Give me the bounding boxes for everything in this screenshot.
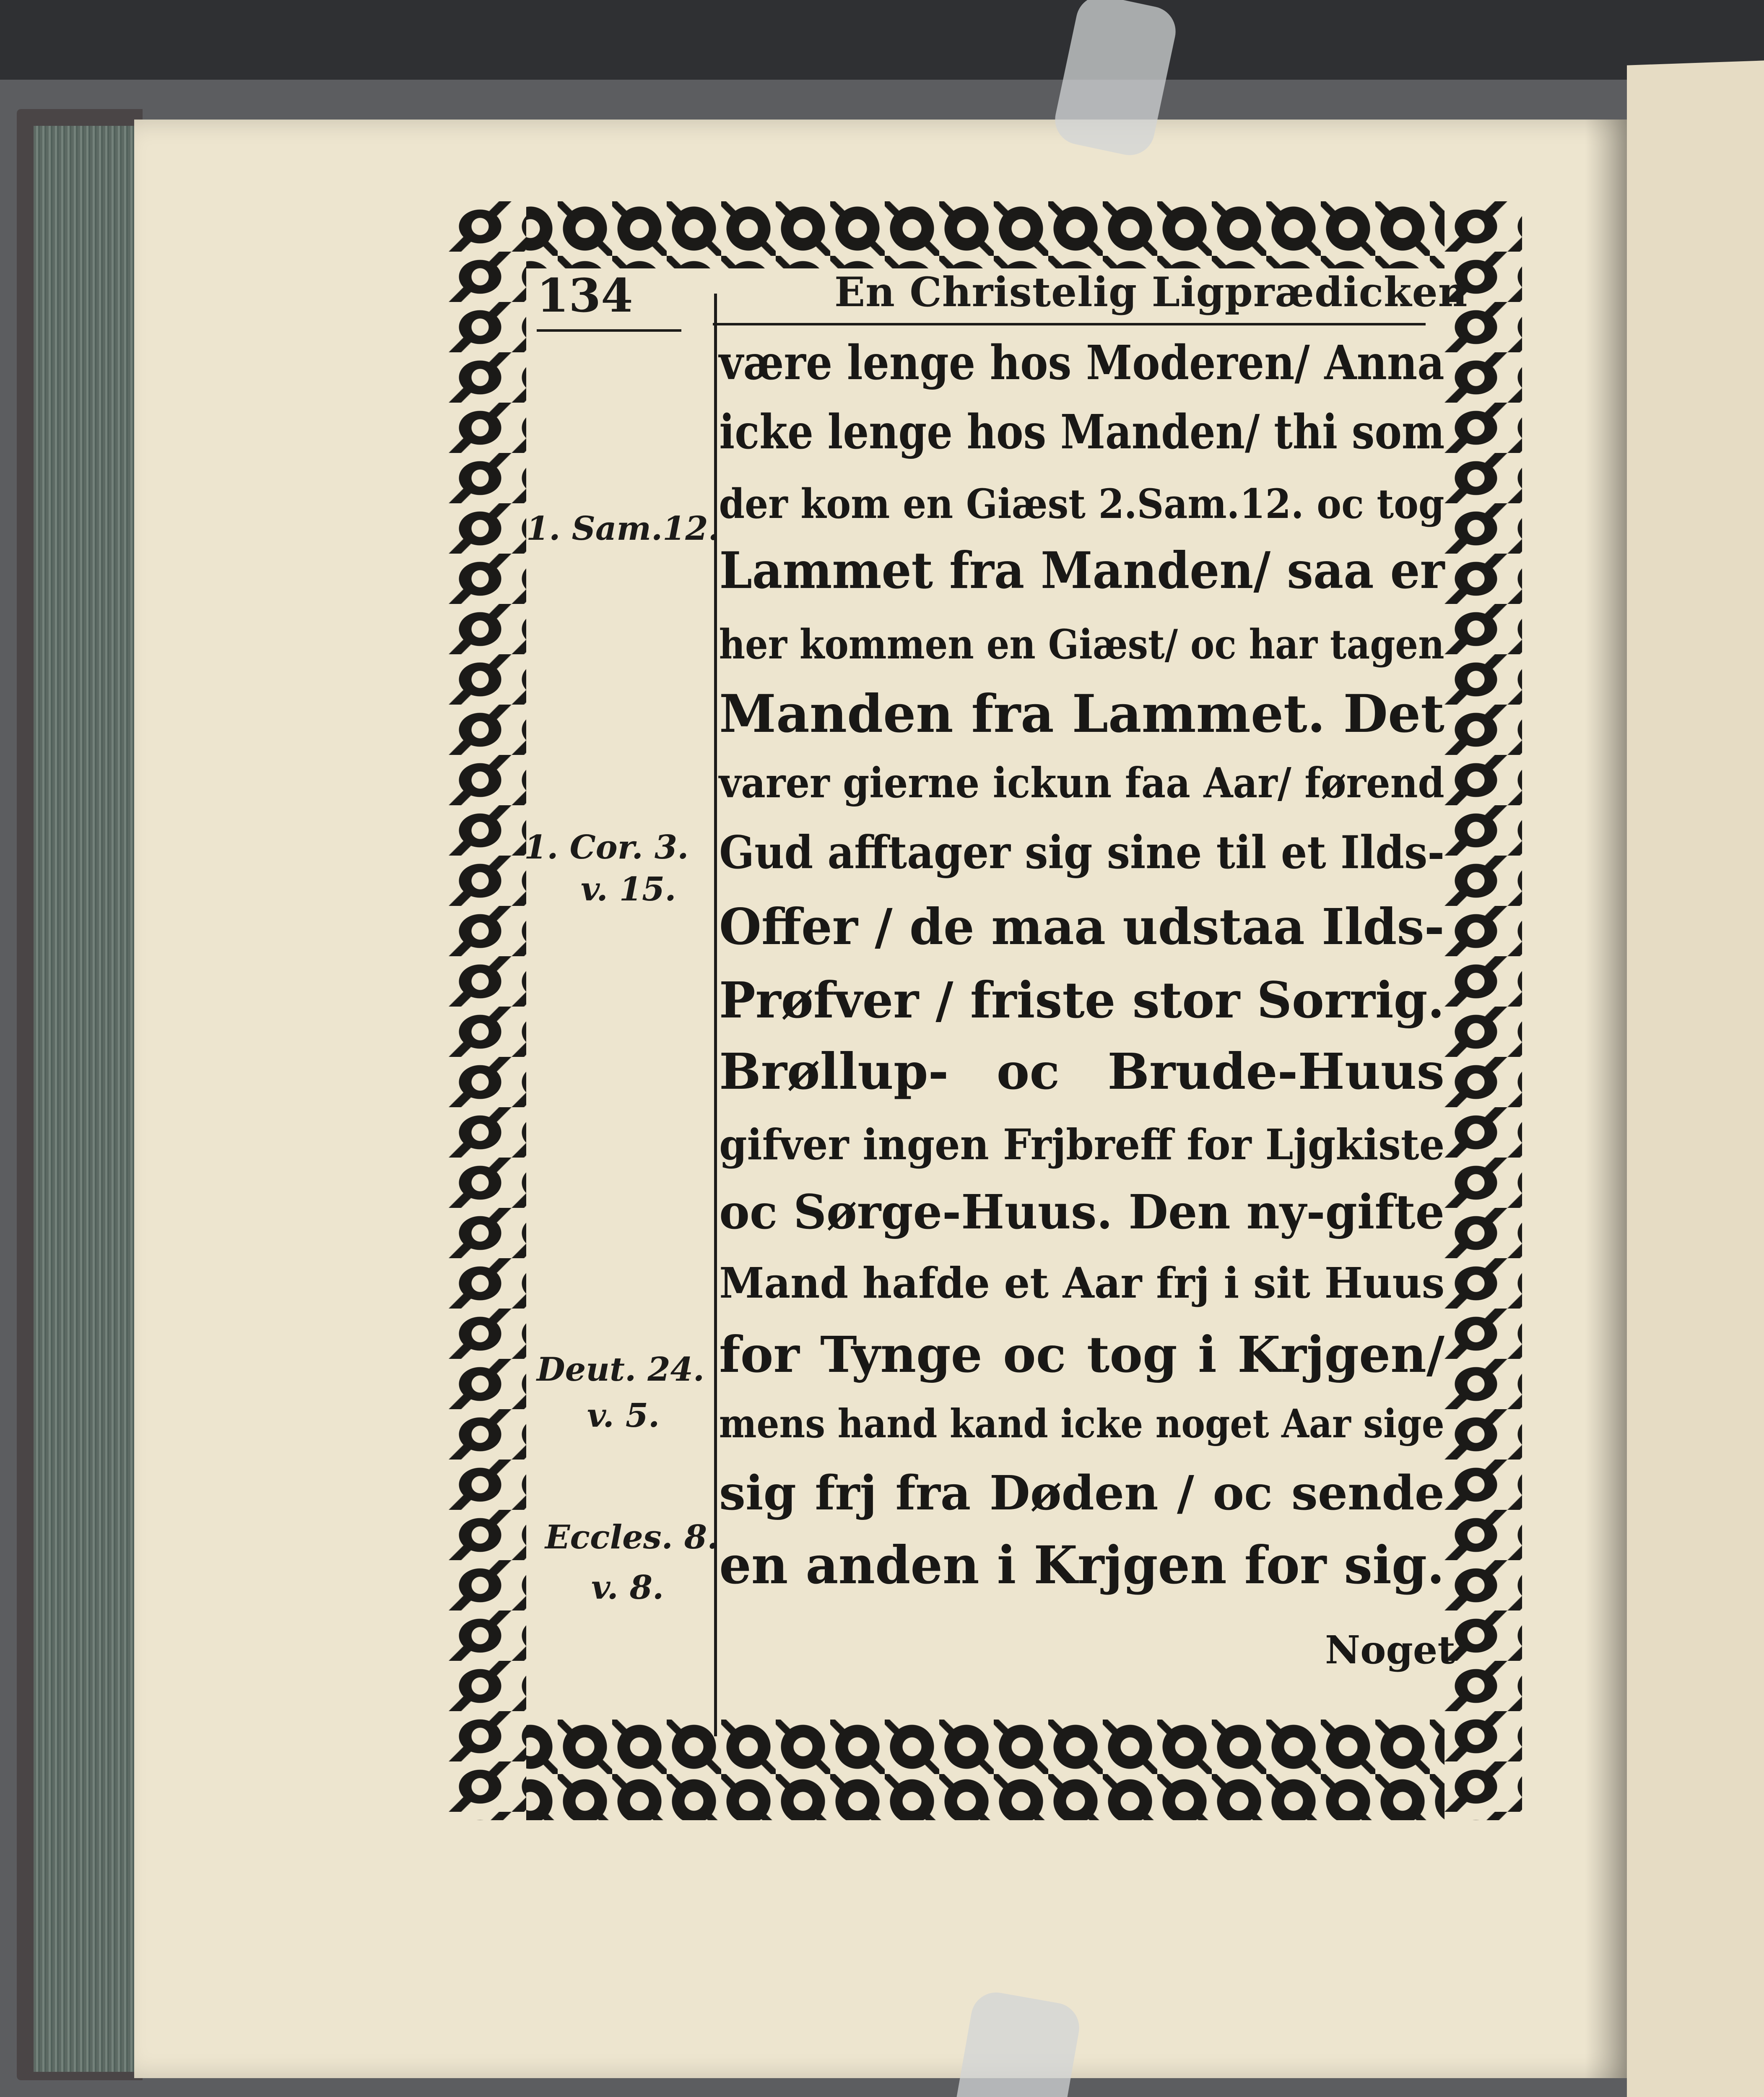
text-line: Mand hafde et Aar frj i sit Huus (719, 1258, 1444, 1308)
margin-note: Deut. 24. (537, 1350, 705, 1389)
text-line: icke lenge hos Manden/ thi som (719, 405, 1444, 460)
text-line: gifver ingen Frjbreff for Ljgkiste (719, 1120, 1444, 1169)
text-line: Brøllup- oc Brude-Huus (719, 1042, 1444, 1101)
page-number: 134 (537, 268, 633, 323)
page-edges (34, 126, 138, 2072)
text-line: her kommen en Giæst/ oc har tagen (719, 621, 1444, 668)
margin-note: Eccles. 8. (545, 1518, 719, 1556)
margin-note: v. 15. (581, 870, 676, 908)
text-line: Manden fra Lammet. Det (719, 684, 1444, 744)
text-line: for Tynge oc tog i Krjgen/ (719, 1325, 1444, 1384)
text-line: Prøfver / friste stor Sorrig. (719, 971, 1444, 1029)
text-line: varer gierne ickun faa Aar/ førend (719, 759, 1444, 807)
text-line: Gud afftager sig sine til et Ilds- (719, 826, 1444, 879)
margin-note: v. 5. (587, 1397, 660, 1435)
catchword: Noget (1325, 1627, 1455, 1673)
text-line: Lammet fra Manden/ saa er (719, 541, 1444, 600)
text-line: der kom en Giæst 2.Sam.12. oc tog (719, 480, 1444, 528)
header-rule (713, 323, 1426, 325)
ornament-border-left (449, 201, 526, 1820)
running-head: En Christelig Ligprædicken (834, 268, 1468, 316)
margin-note: 1. Cor. 3. (524, 828, 689, 866)
text-line: mens hand kand icke noget Aar sige (719, 1401, 1444, 1447)
text-line: være lenge hos Moderen/ Anna (719, 336, 1444, 390)
ornament-border-right (1444, 201, 1522, 1820)
ornament-border-top (449, 201, 1522, 268)
right-page-fragment (1627, 60, 1764, 2097)
margin-note: 1. Sam.12. (526, 510, 720, 548)
header-rule (537, 329, 681, 332)
text-line: oc Sørge-Huus. Den ny-gifte (719, 1185, 1444, 1240)
ornament-border-bottom (449, 1720, 1522, 1820)
text-line: sig frj fra Døden / oc sende (719, 1466, 1444, 1521)
text-line: en anden i Krjgen for sig. (719, 1535, 1444, 1596)
margin-note: v. 8. (591, 1569, 664, 1607)
text-line: Offer / de maa udstaa Ilds- (719, 898, 1444, 956)
